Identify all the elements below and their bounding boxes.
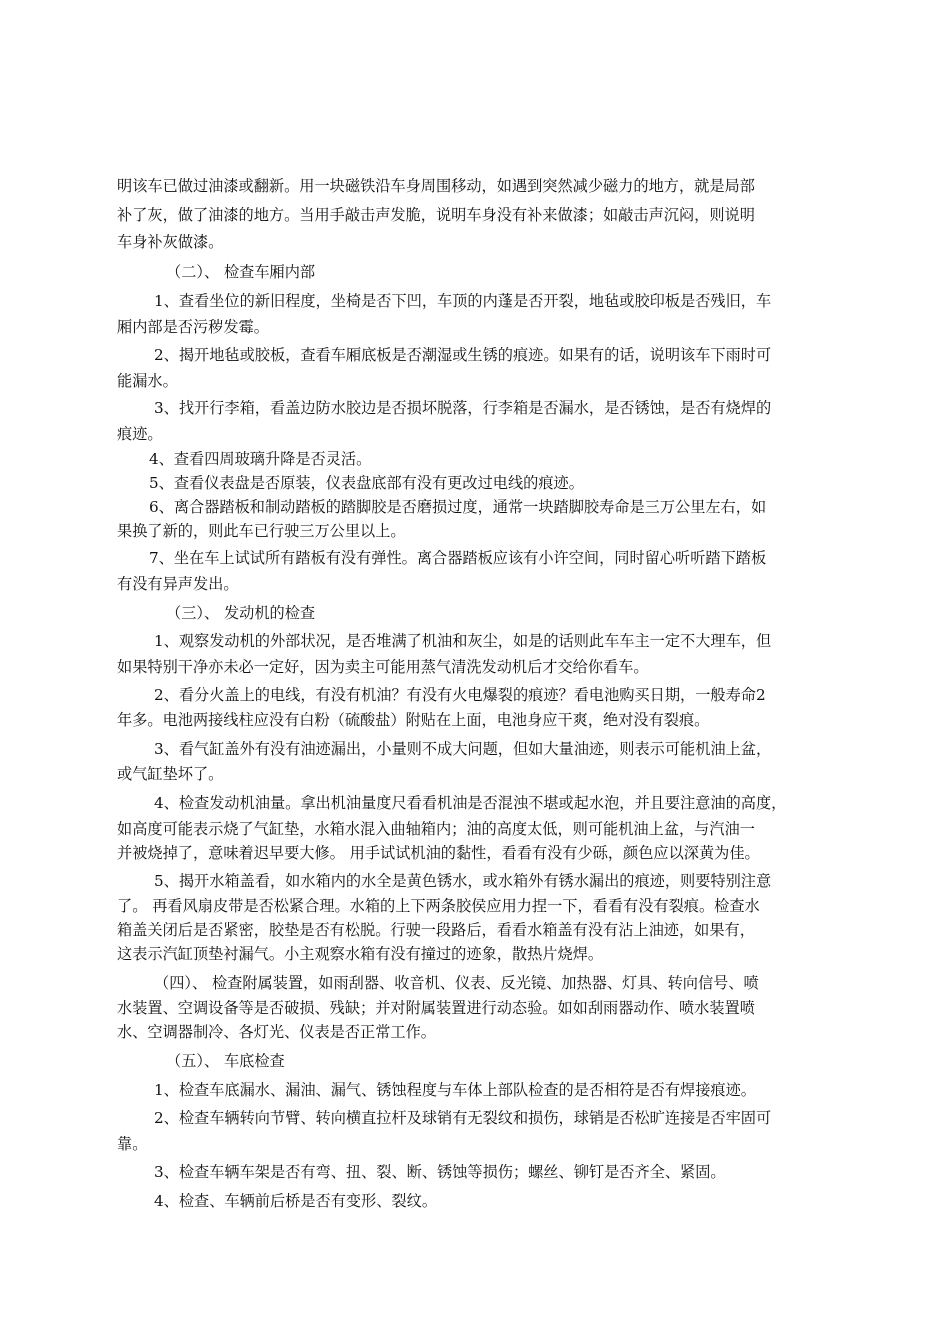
text-line: 如高度可能表示烧了气缸垫，水箱水混入曲轴箱内；油的高度太低，则可能机油上盆，与汽油一 (117, 820, 755, 838)
text-line: 补了灰，做了油漆的地方。当用手敲击声发脆，说明车身没有补来做漆；如敲击声沉闷，则说明 (117, 206, 755, 224)
text-line: 厢内部是否污秽发霉。 (117, 318, 269, 336)
text-line: 能漏水。 (117, 372, 178, 390)
text-line: 5、查看仪表盘是否原装，仪表盘底部有没有更改过电线的痕迹。 (149, 474, 584, 492)
text-line: 果换了新的，则此车已行驶三万公里以上。 (117, 522, 406, 540)
text-line: 4、检查发动机油量。拿出机油量度尺看看机油是否混浊不堪或起水泡，并且要注意油的高度， (154, 794, 787, 812)
text-line: 1、检查车底漏水、漏油、漏气、锈蚀程度与车体上部队检查的是否相符是否有焊接痕迹。 (154, 1081, 756, 1099)
text-line: 3、看气缸盖外有没有油迹漏出，小量则不成大问题，但如大量油迹，则表示可能机油上盆， (154, 740, 772, 758)
section-heading: （二）、 检查车厢内部 (166, 263, 316, 281)
text-line: 痕迹。 (117, 425, 163, 443)
text-line: 如果特别干净亦未必一定好，因为卖主可能用蒸气清洗发动机后才交给你看车。 (117, 658, 649, 676)
text-line: 明该车已做过油漆或翻新。用一块磁铁沿车身周围移动，如遇到突然减少磁力的地方，就是局部 (117, 177, 755, 195)
text-line: 2、揭开地毡或胶板，查看车厢底板是否潮湿或生锈的痕迹。如果有的话，说明该车下雨时可 (154, 346, 772, 364)
text-line: 这表示汽缸顶垫衬漏气。小主观察水箱有没有撞过的迹象，散热片烧焊。 (117, 945, 603, 963)
text-line: 7、坐在车上试试所有踏板有没有弹性。离合器踏板应该有小许空间，同时留心听听踏下踏板 (149, 549, 767, 567)
text-line: 1、查看坐位的新旧程度，坐椅是否下凹，车顶的内蓬是否开裂，地毡或胶印板是否残旧，车 (154, 292, 772, 310)
section-heading: （三）、 发动机的检查 (166, 604, 316, 622)
text-line: 靠。 (117, 1135, 148, 1153)
text-line: 年多。电池两接线柱应没有白粉（硫酸盐）附贴在上面，电池身应干爽，绝对没有裂痕。 (117, 711, 710, 729)
text-line: 2、检查车辆转向节臂、转向横直拉杆及球销有无裂纹和损伤，球销是否松旷连接是否牢固可 (154, 1109, 772, 1127)
text-line: 了。 再看风扇皮带是否松紧合理。水箱的上下两条胶侯应用力捏一下，看看有没有裂痕。检查水 (117, 897, 760, 915)
text-line: 4、查看四周玻璃升降是否灵活。 (149, 450, 372, 468)
text-line: （四）、 检查附属装置，如雨刮器、收音机、仪表、反光镜、加热器、灯具、转向信号、喷 (154, 974, 759, 992)
section-heading: （五）、 车底检查 (166, 1052, 285, 1070)
text-line: 2、看分火盖上的电线，有没有机油？有没有火电爆裂的痕迹？看电池购买日期，一般寿命2 (154, 686, 766, 704)
text-line: 并被烧掉了，意味着迟早要大修。 用手试试机油的黏性，看看有没有少砾，颜色应以深黄为佳。 (117, 844, 760, 862)
text-line: 箱盖关闭后是否紧密，胶垫是否有松脱。行驶一段路后，看看水箱盖有没有沾上油迹，如果有， (117, 921, 755, 939)
text-line: 或气缸垫坏了。 (117, 765, 224, 783)
text-line: 5、揭开水箱盖看，如水箱内的水全是黄色锈水，或水箱外有锈水漏出的痕迹，则要特别注意 (154, 872, 772, 890)
text-line: 水、空调器制冷、各灯光、仪表是否正常工作。 (117, 1023, 436, 1041)
text-line: 4、检查、车辆前后桥是否有变形、裂纹。 (154, 1192, 438, 1210)
text-line: 6、离合器踏板和制动踏板的踏脚胶是否磨损过度，通常一块踏脚胶寿命是三万公里左右，如 (149, 498, 767, 516)
text-line: 车身补灰做漆。 (117, 233, 224, 251)
text-line: 3、找开行李箱，看盖边防水胶边是否损坏脱落，行李箱是否漏水，是否锈蚀，是否有烧焊的 (154, 399, 772, 417)
text-line: 3、检查车辆车架是否有弯、扭、裂、断、锈蚀等损伤；螺丝、铆钉是否齐全、紧固。 (154, 1163, 726, 1181)
text-line: 水装置、空调设备等是否破损、残缺；并对附属装置进行动态验。如如刮雨器动作、喷水装置喷 (117, 999, 755, 1017)
text-line: 1、观察发动机的外部状况，是否堆满了机油和灰尘，如是的话则此车车主一定不大理车，但 (154, 632, 772, 650)
text-line: 有没有异声发出。 (117, 575, 239, 593)
